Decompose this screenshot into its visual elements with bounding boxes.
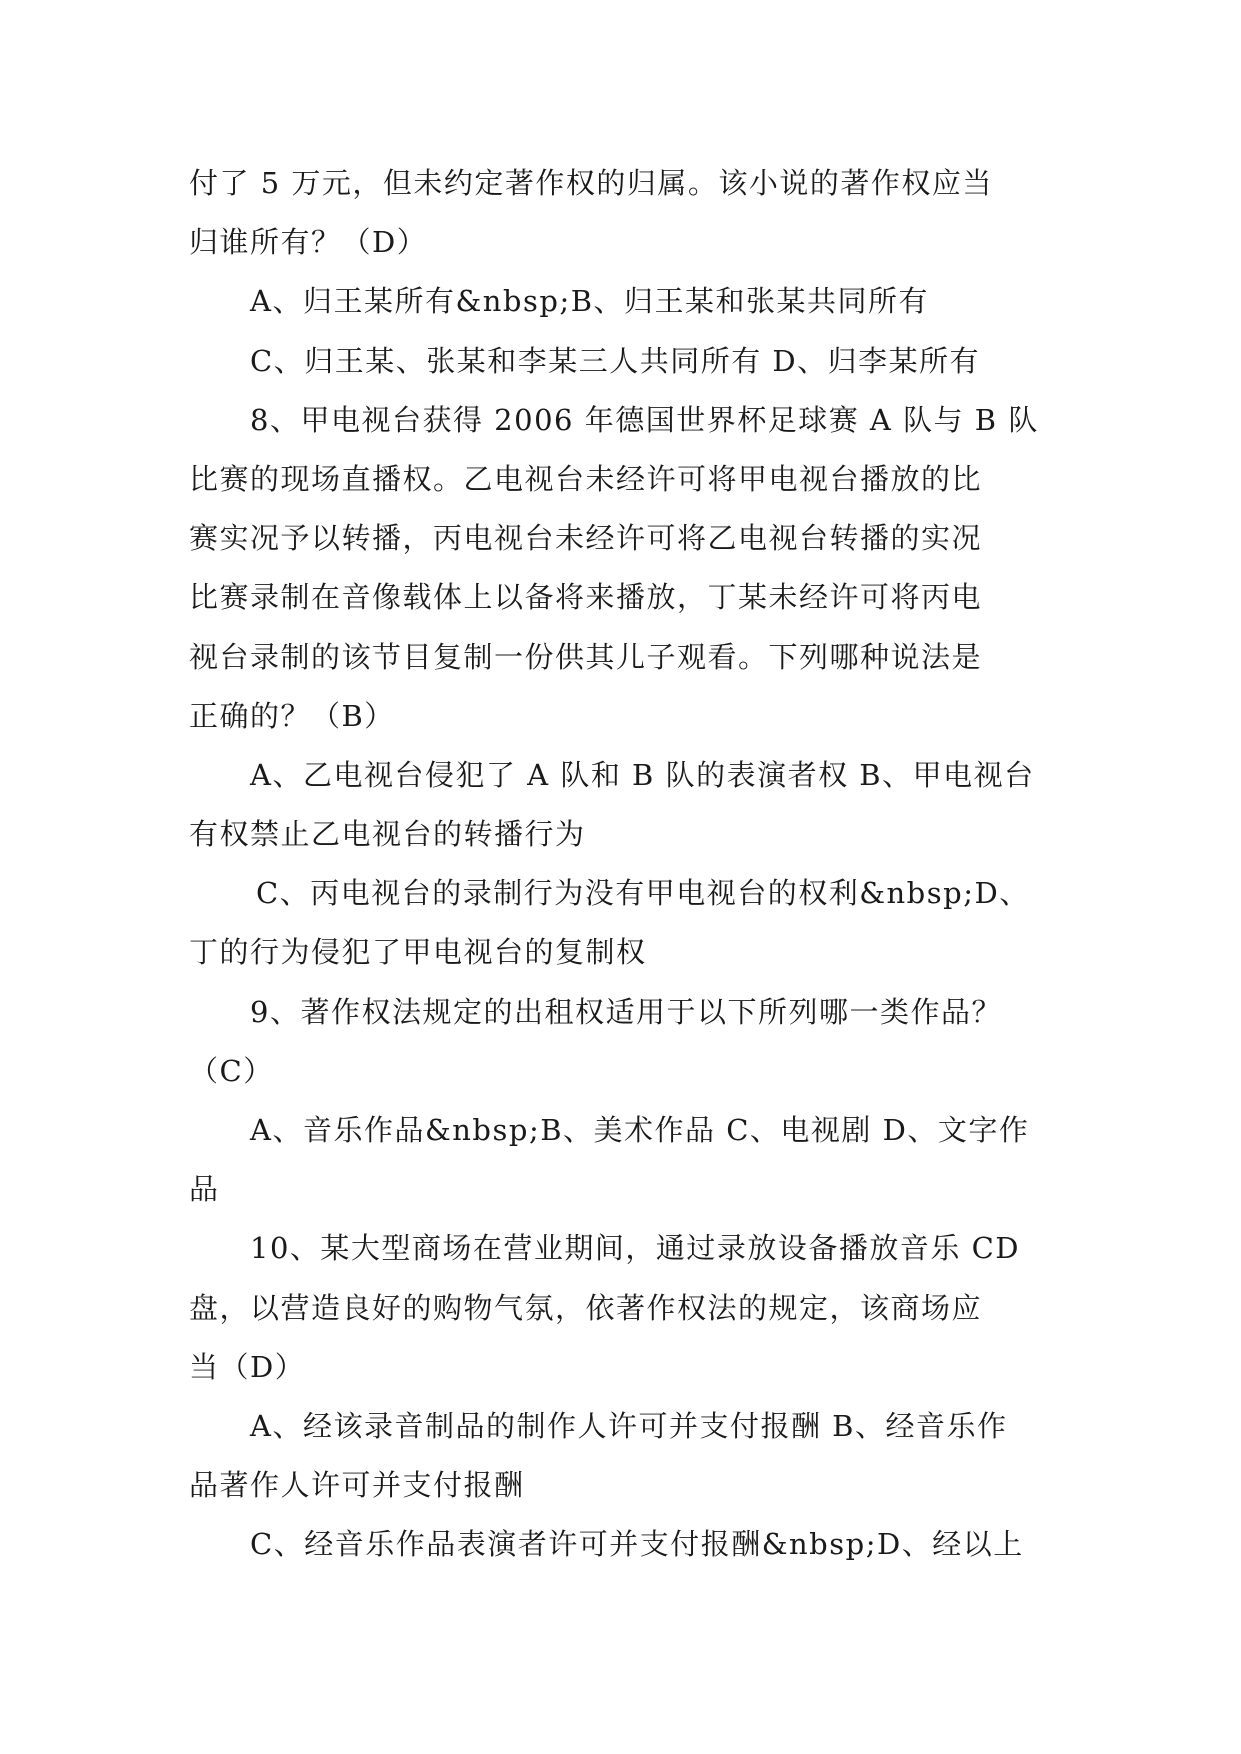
text-line: 归谁所有？（D） — [189, 225, 428, 260]
text-line: 正确的？（B） — [189, 698, 395, 733]
text-line: 品著作人许可并支付报酬 — [189, 1468, 525, 1503]
text-line: （C） — [189, 1053, 274, 1088]
text-line: 当（D） — [189, 1349, 306, 1384]
option-line: A、经该录音制品的制作人许可并支付报酬 B、经音乐作 — [250, 1408, 1008, 1443]
text-line: 比赛录制在音像载体上以备将来播放，丁某未经许可将丙电 — [189, 580, 983, 615]
text-line: 视台录制的该节目复制一份供其儿子观看。下列哪种说法是 — [189, 639, 983, 674]
text-line: 赛实况予以转播，丙电视台未经许可将乙电视台转播的实况 — [189, 521, 983, 556]
text-line: 比赛的现场直播权。乙电视台未经许可将甲电视台播放的比 — [189, 461, 983, 496]
option-line: A、归王某所有&nbsp;B、归王某和张某共同所有 — [250, 284, 930, 319]
text-line: 丁的行为侵犯了甲电视台的复制权 — [189, 935, 647, 970]
option-line: A、音乐作品&nbsp;B、美术作品 C、电视剧 D、文字作 — [250, 1113, 1030, 1147]
document-body — [189, 154, 1061, 1575]
question-line: 9、著作权法规定的出租权适用于以下所列哪一类作品？ — [250, 994, 1002, 1029]
question-line: 10、某大型商场在营业期间，通过录放设备播放音乐 CD — [250, 1231, 1021, 1266]
text-line: 有权禁止乙电视台的转播行为 — [189, 817, 586, 852]
text-line: 付了 5 万元，但未约定著作权的归属。该小说的著作权应当 — [189, 166, 993, 200]
text-line: 盘，以营造良好的购物气氛，依著作权法的规定，该商场应 — [189, 1290, 983, 1325]
option-line: A、乙电视台侵犯了 A 队和 B 队的表演者权 B、甲电视台 — [250, 757, 1035, 792]
option-line: C、经音乐作品表演者许可并支付报酬&nbsp;D、经以上 — [250, 1527, 1024, 1562]
option-line: C、丙电视台的录制行为没有甲电视台的权利&nbsp;D、 — [256, 876, 1030, 911]
text-line: 品 — [189, 1172, 220, 1207]
option-line: C、归王某、张某和李某三人共同所有 D、归李某所有 — [250, 343, 981, 378]
question-line: 8、甲电视台获得 2006 年德国世界杯足球赛 A 队与 B 队 — [250, 402, 1039, 437]
